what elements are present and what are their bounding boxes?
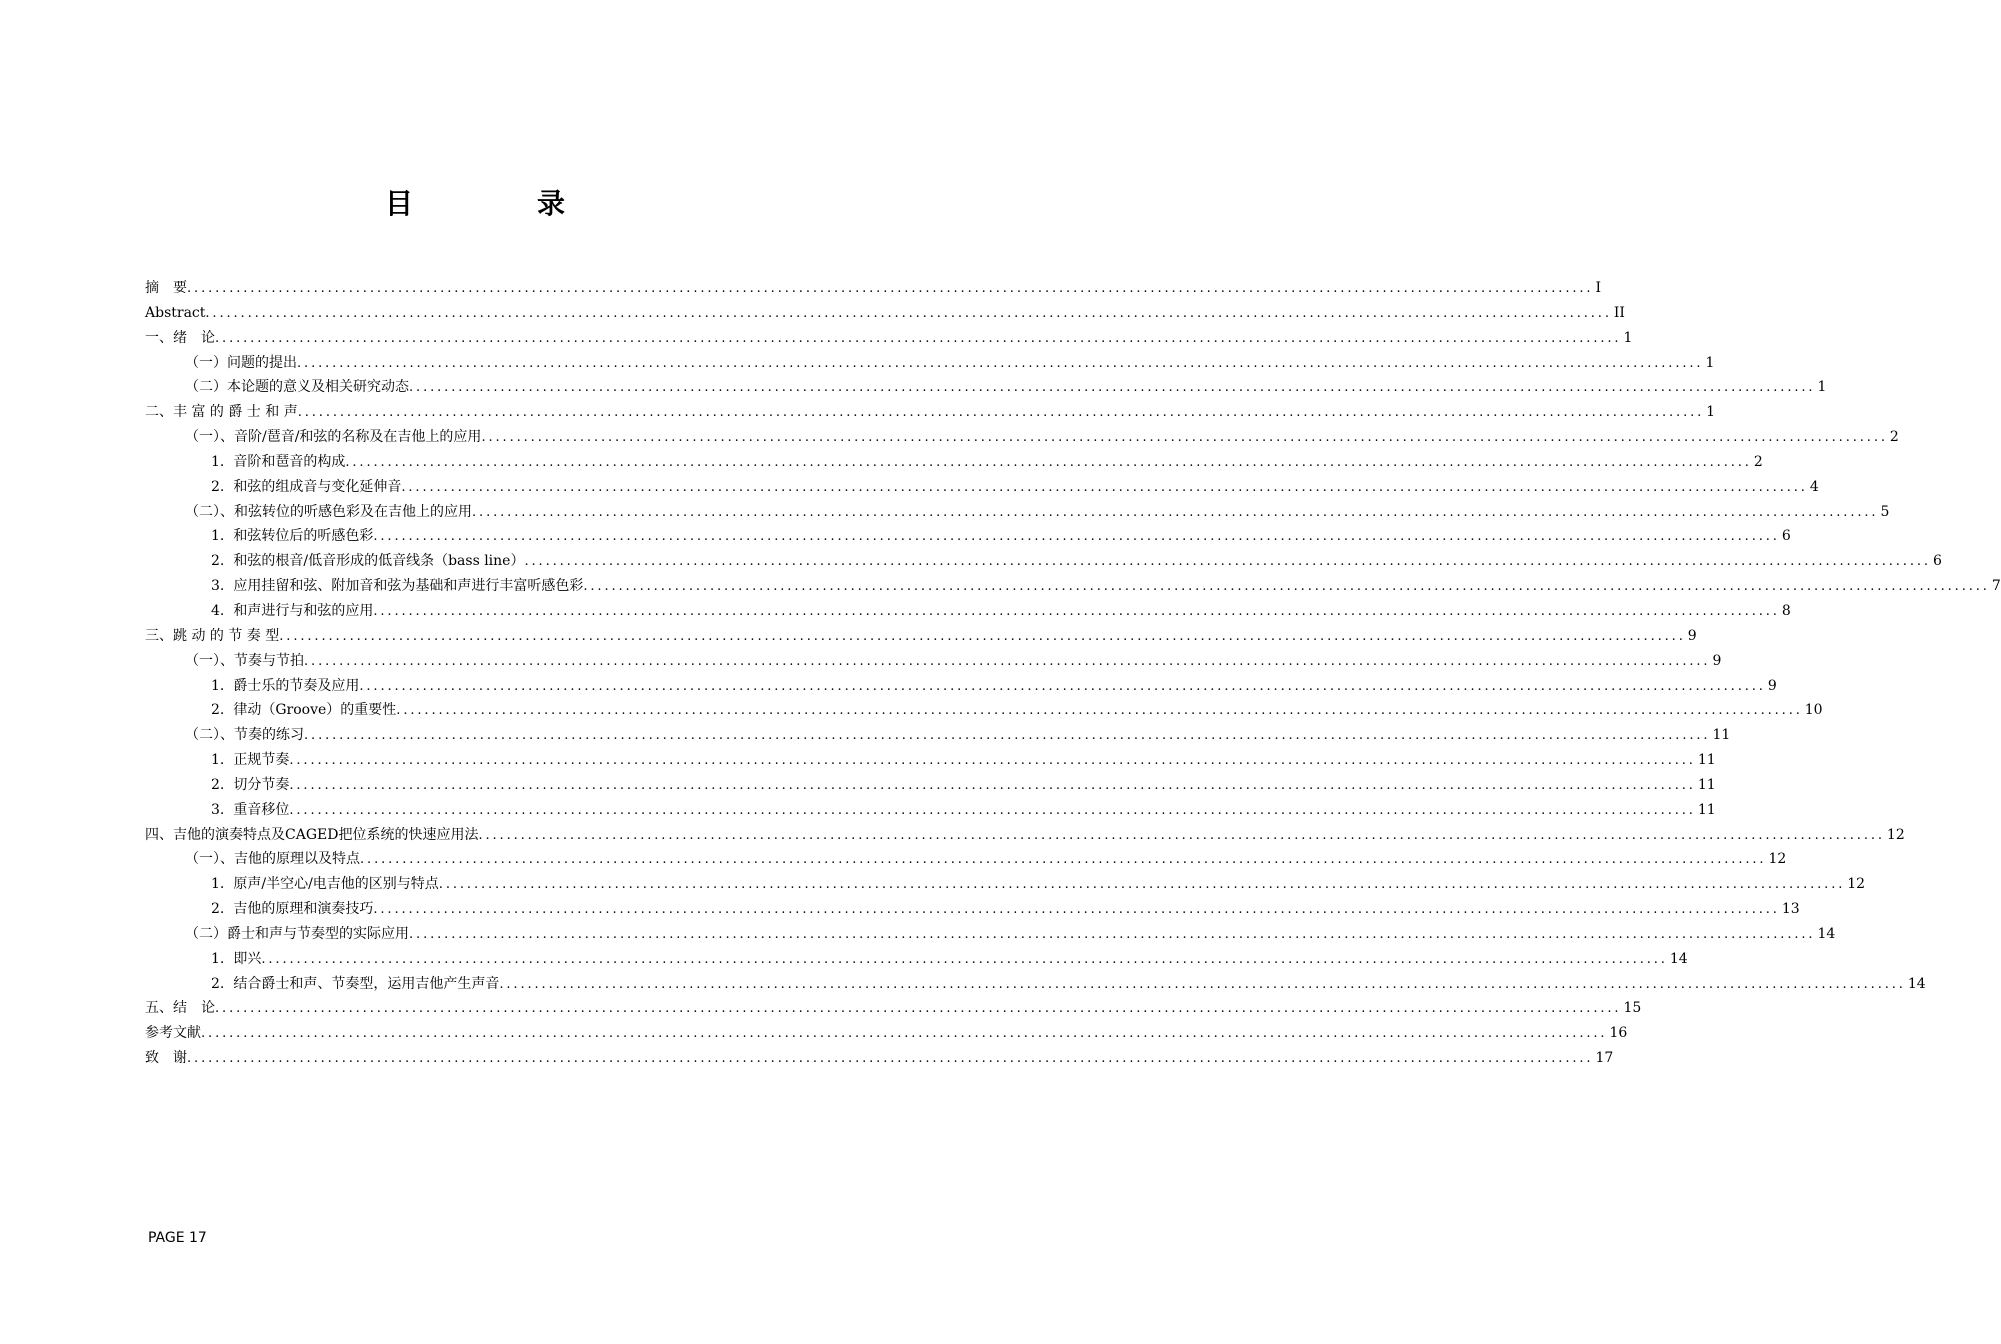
- toc-entry-number: 4.: [211, 602, 225, 619]
- toc-entry-label: [211, 798, 289, 823]
- toc-entry-label: [211, 897, 373, 922]
- toc-entry-text: （一）、吉他的原理以及特点: [185, 851, 360, 868]
- toc-entry-text: 和声进行与和弦的应用: [233, 602, 374, 619]
- toc-entry-label: [185, 723, 304, 748]
- toc-leader-dots: ........................................................................................................................................................................................................: [215, 1001, 1622, 1017]
- toc-entry-page: 2: [1753, 453, 1763, 470]
- toc-leader-dots: ........................................................................................................................................................................................................: [396, 703, 1803, 719]
- toc-entry[interactable]: [145, 624, 1697, 649]
- toc-entry-label: [185, 922, 409, 947]
- toc-entry-label: [211, 698, 396, 723]
- toc-leader-dots: ........................................................................................................................................................................................................: [438, 877, 1846, 893]
- toc-leader-dots: ........................................................................................................................................................................................................: [478, 827, 1885, 843]
- toc-entry-text: 原声/半空心/电吉他的区别与特点: [233, 876, 439, 893]
- toc-entry[interactable]: [145, 574, 2001, 599]
- toc-entry-text: 正规节奏: [233, 752, 290, 769]
- toc-entry-text: 应用挂留和弦、附加音和弦为基础和声进行丰富听感色彩: [233, 578, 584, 595]
- toc-leader-dots: ........................................................................................................................................................................................................: [261, 951, 1668, 967]
- toc-entry-number: 2.: [211, 702, 225, 719]
- toc-entry-label: [145, 624, 279, 649]
- toc-entry[interactable]: [145, 922, 1836, 947]
- toc-entry[interactable]: [145, 872, 1866, 897]
- toc-entry-page: 15: [1623, 1000, 1642, 1017]
- toc-entry-number: 2.: [211, 553, 225, 570]
- toc-entry-page: 11: [1712, 727, 1731, 744]
- toc-entry-label: [211, 524, 373, 549]
- toc-entry-page: 1: [1623, 329, 1633, 346]
- toc-entry-text: 参考文献: [145, 1025, 201, 1042]
- toc-entry-number: 2.: [211, 776, 225, 793]
- toc-entry[interactable]: [145, 524, 1791, 549]
- toc-entry-number: 3.: [211, 801, 225, 818]
- toc-entry-text: （二）、节奏的练习: [185, 727, 304, 744]
- toc-entry-page: 6: [1781, 528, 1791, 545]
- toc-entry-page: 8: [1781, 602, 1791, 619]
- toc-leader-dots: ........................................................................................................................................................................................................: [187, 281, 1594, 296]
- toc-entry-text: Abstract: [145, 304, 206, 321]
- toc-entry[interactable]: [145, 450, 1763, 475]
- toc-entry-label: [145, 1021, 201, 1046]
- toc-entry-text: （一）问题的提出: [185, 354, 297, 371]
- toc-entry-label: [185, 500, 472, 525]
- toc-entry-page: 1: [1706, 404, 1716, 421]
- toc-entry-text: 和弦转位后的听感色彩: [233, 528, 374, 545]
- toc-entry-text: （二）爵士和声与节奏型的实际应用: [185, 925, 409, 942]
- toc-entry-number: 2.: [211, 901, 225, 918]
- toc-entry[interactable]: [145, 276, 1601, 301]
- toc-leader-dots: ........................................................................................................................................................................................................: [373, 529, 1780, 545]
- toc-entry[interactable]: [145, 847, 1787, 872]
- toc-entry-label: [211, 972, 499, 997]
- toc-entry-text: 五、结 论: [145, 1000, 215, 1017]
- toc-entry-text: （二）、和弦转位的听感色彩及在吉他上的应用: [185, 503, 472, 520]
- toc-entry-page: 13: [1781, 901, 1800, 918]
- toc-leader-dots: ........................................................................................................................................................................................................: [279, 628, 1686, 644]
- toc-entry-page: 12: [1847, 876, 1866, 893]
- toc-entry-number: 1.: [211, 876, 225, 893]
- toc-entry[interactable]: [145, 798, 1716, 823]
- toc-entry-label: [211, 674, 359, 699]
- toc-leader-dots: ........................................................................................................................................................................................................: [409, 926, 1816, 942]
- toc-entry-text: 即兴: [233, 950, 262, 967]
- toc-leader-dots: ........................................................................................................................................................................................................: [289, 753, 1696, 769]
- toc-entry-page: 4: [1809, 478, 1819, 495]
- page-footer: PAGE 17: [148, 1230, 207, 1246]
- toc-entry-page: 2: [1889, 429, 1899, 446]
- toc-leader-dots: ........................................................................................................................................................................................................: [297, 355, 1704, 371]
- toc-entry[interactable]: [145, 897, 1800, 922]
- toc-leader-dots: ........................................................................................................................................................................................................: [304, 653, 1711, 669]
- toc-leader-dots: ........................................................................................................................................................................................................: [187, 1051, 1594, 1067]
- toc-entry-label: [211, 599, 373, 624]
- toc-entry-page: 16: [1609, 1025, 1628, 1042]
- toc-entry-number: 2.: [211, 478, 225, 495]
- toc-entry-page: 14: [1669, 950, 1688, 967]
- toc-entry[interactable]: [145, 1021, 1628, 1046]
- toc-entry-label: [185, 425, 481, 450]
- toc-entry-page: 12: [1768, 851, 1787, 868]
- toc-entry-label: [211, 773, 289, 798]
- toc-entry[interactable]: [145, 475, 1819, 500]
- toc-leader-dots: ........................................................................................................................................................................................................: [360, 852, 1767, 868]
- toc-entry-page: 11: [1697, 801, 1716, 818]
- toc-leader-dots: ........................................................................................................................................................................................................: [205, 305, 1612, 321]
- toc-entry-label: [145, 400, 298, 425]
- toc-entry-text: （一）、节奏与节拍: [185, 652, 304, 669]
- toc-entry-page: 14: [1907, 975, 1926, 992]
- toc-entry-text: 音阶和琶音的构成: [233, 453, 346, 470]
- toc-entry-label: [185, 351, 297, 376]
- toc-entry-page: 17: [1595, 1050, 1614, 1067]
- toc-leader-dots: ........................................................................................................................................................................................................: [499, 976, 1906, 992]
- toc-entry-label: [211, 947, 261, 972]
- toc-entry-page: 1: [1817, 379, 1827, 396]
- toc-entry[interactable]: [145, 500, 1890, 525]
- toc-entry-text: 重音移位: [233, 801, 290, 818]
- toc-leader-dots: ........................................................................................................................................................................................................: [524, 554, 1931, 570]
- toc-entry-label: [145, 326, 215, 351]
- toc-leader-dots: ........................................................................................................................................................................................................: [401, 479, 1808, 495]
- toc-entry[interactable]: [145, 698, 1823, 723]
- toc-entry-page: I: [1595, 280, 1601, 296]
- toc-entry-page: 9: [1767, 677, 1777, 694]
- toc-entry-page: II: [1613, 304, 1625, 321]
- toc-entry-text: 切分节奏: [233, 776, 290, 793]
- toc-entry-text: 吉他的原理和演奏技巧: [233, 901, 374, 918]
- toc-entry-number: 1.: [211, 950, 225, 967]
- toc-entry-page: 11: [1697, 752, 1716, 769]
- toc-entry-text: 一、绪 论: [145, 329, 215, 346]
- toc-entry-label: [145, 823, 478, 848]
- toc-entry[interactable]: [145, 649, 1722, 674]
- toc-entry[interactable]: [145, 400, 1716, 425]
- toc-entry[interactable]: [145, 549, 1942, 574]
- toc-entry-label: [185, 847, 360, 872]
- table-of-contents: [145, 276, 2001, 1071]
- page-title: 目 录: [384, 187, 613, 220]
- toc-entry-text: 和弦的根音/低音形成的低音线条（bass line）: [233, 553, 525, 570]
- toc-entry-label: [211, 475, 401, 500]
- toc-entry-number: 1.: [211, 752, 225, 769]
- toc-entry-label: [211, 450, 345, 475]
- toc-leader-dots: ........................................................................................................................................................................................................: [472, 504, 1879, 520]
- toc-leader-dots: ........................................................................................................................................................................................................: [297, 405, 1705, 421]
- toc-entry[interactable]: [145, 996, 1642, 1021]
- toc-entry-page: 9: [1687, 627, 1697, 644]
- toc-leader-dots: ........................................................................................................................................................................................................: [201, 1026, 1608, 1042]
- toc-entry[interactable]: [145, 723, 1731, 748]
- toc-entry-page: 6: [1932, 553, 1942, 570]
- toc-entry[interactable]: [145, 326, 1633, 351]
- toc-entry-text: 四、吉他的演奏特点及CAGED把位系统的快速应用法: [145, 826, 479, 843]
- toc-entry-text: 结合爵士和声、节奏型，运用吉他产生声音: [233, 975, 500, 992]
- toc-entry-label: [211, 872, 439, 897]
- toc-leader-dots: ........................................................................................................................................................................................................: [409, 380, 1816, 396]
- toc-leader-dots: ........................................................................................................................................................................................................: [215, 330, 1622, 346]
- toc-leader-dots: ........................................................................................................................................................................................................: [481, 430, 1888, 446]
- toc-leader-dots: ........................................................................................................................................................................................................: [359, 678, 1766, 694]
- toc-entry[interactable]: [145, 748, 1716, 773]
- toc-entry-text: 摘 要: [145, 280, 187, 296]
- toc-entry-page: 11: [1697, 776, 1716, 793]
- toc-leader-dots: ........................................................................................................................................................................................................: [373, 902, 1780, 918]
- toc-entry[interactable]: [145, 351, 1715, 376]
- toc-entry-label: [145, 1046, 187, 1071]
- toc-leader-dots: ........................................................................................................................................................................................................: [289, 802, 1696, 818]
- toc-entry-page: 5: [1880, 503, 1890, 520]
- toc-leader-dots: ........................................................................................................................................................................................................: [345, 454, 1752, 470]
- toc-entry-label: [211, 748, 289, 773]
- toc-entry[interactable]: [145, 823, 1905, 848]
- toc-entry[interactable]: [145, 674, 1777, 699]
- toc-entry-text: 致 谢: [145, 1050, 187, 1067]
- toc-entry-text: （一）、音阶/琶音/和弦的名称及在吉他上的应用: [185, 429, 482, 446]
- toc-entry-number: 1.: [211, 528, 225, 545]
- toc-entry-text: 二、丰 富 的 爵 士 和 声: [145, 404, 298, 421]
- toc-entry-number: 1.: [211, 677, 225, 694]
- toc-leader-dots: ........................................................................................................................................................................................................: [289, 777, 1696, 793]
- toc-entry[interactable]: [145, 425, 1899, 450]
- toc-entry-label: [145, 301, 205, 326]
- toc-entry-label: [185, 649, 304, 674]
- toc-entry[interactable]: [145, 773, 1716, 798]
- toc-entry[interactable]: [145, 375, 1827, 400]
- toc-entry-label: [185, 375, 409, 400]
- toc-entry-label: [145, 276, 187, 301]
- toc-leader-dots: ........................................................................................................................................................................................................: [304, 728, 1711, 744]
- toc-entry-text: 律动（Groove）的重要性: [233, 702, 397, 719]
- toc-entry-label: [211, 549, 524, 574]
- toc-entry-page: 7: [1991, 578, 2001, 595]
- toc-leader-dots: ........................................................................................................................................................................................................: [583, 579, 1990, 595]
- toc-entry-page: 1: [1705, 354, 1715, 371]
- toc-entry-text: 和弦的组成音与变化延伸音: [233, 478, 402, 495]
- toc-entry-number: 2.: [211, 975, 225, 992]
- toc-entry-text: 爵士乐的节奏及应用: [233, 677, 360, 694]
- toc-entry-page: 10: [1804, 702, 1823, 719]
- toc-entry-number: 1.: [211, 453, 225, 470]
- toc-entry-text: 三、跳 动 的 节 奏 型: [145, 627, 280, 644]
- toc-entry[interactable]: [145, 947, 1688, 972]
- toc-entry-page: 12: [1886, 826, 1905, 843]
- toc-entry[interactable]: [145, 599, 1791, 624]
- toc-entry-label: [145, 996, 215, 1021]
- toc-entry[interactable]: [145, 972, 1926, 997]
- toc-entry-text: （二）本论题的意义及相关研究动态: [185, 379, 409, 396]
- toc-entry[interactable]: [145, 301, 1625, 326]
- toc-entry-label: [211, 574, 583, 599]
- toc-leader-dots: ........................................................................................................................................................................................................: [373, 603, 1780, 619]
- toc-entry[interactable]: [145, 1046, 1614, 1071]
- toc-entry-page: 14: [1817, 925, 1836, 942]
- toc-entry-number: 3.: [211, 578, 225, 595]
- toc-entry-page: 9: [1712, 652, 1722, 669]
